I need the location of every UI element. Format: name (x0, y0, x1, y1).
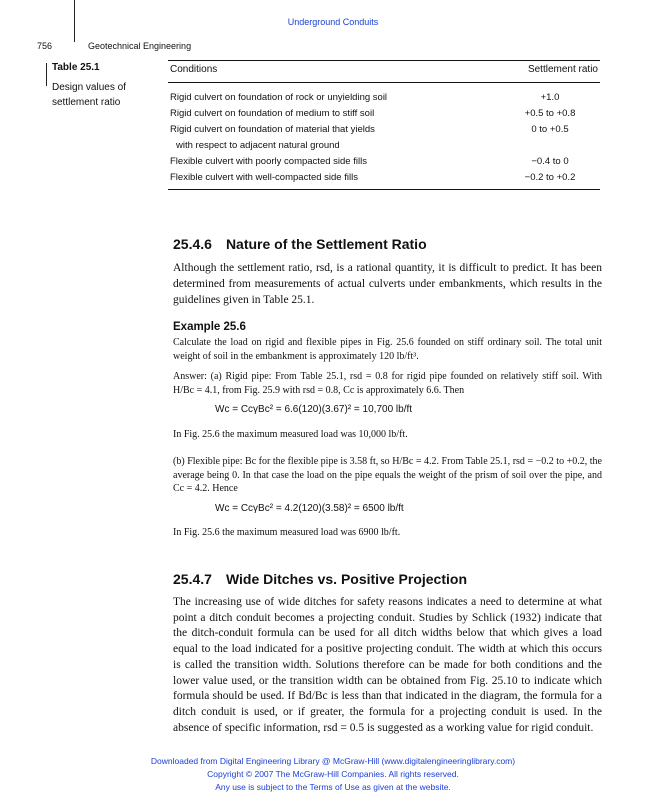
table-cell-condition: Rigid culvert on foundation of medium to stiff soil (170, 108, 375, 119)
page-number: 756 (37, 41, 53, 51)
table-cell-value: +0.5 to +0.8 (524, 108, 576, 119)
table-header-conditions: Conditions (170, 64, 218, 75)
example-title: Example 25.6 (173, 321, 246, 333)
section-heading-title: Nature of the Settlement Ratio (225, 236, 427, 252)
body-paragraph: Although the settlement ratio, rsd, is a rational quantity, it is difficult to predict. It has been determined from measurements of actual culverts under embankments, which results in the guidelines given in Table 25.1. (173, 262, 602, 306)
table-row (170, 140, 600, 156)
example-note-a: In Fig. 25.6 the maximum measured load was 10,000 lb/ft. (173, 429, 408, 440)
table-cell-condition: with respect to adjacent natural ground (176, 140, 340, 151)
table-label: Table 25.1 (52, 62, 100, 73)
section-title: Geotechnical Engineering (88, 41, 192, 51)
running-head: Underground Conduits (287, 17, 379, 27)
table-cell-value: −0.2 to +0.2 (524, 172, 576, 183)
table-cell-condition: Flexible culvert with well-compacted side fills (170, 172, 358, 183)
example-statement: Calculate the load on rigid and flexible pipes in Fig. 25.6 founded on stiff ordinary soil. The total unit weight of soil in the embankment is approximately 120 lb/ft³. (173, 337, 602, 362)
section-number: 25.4.6 (173, 236, 212, 252)
table-cell-value: 0 to +0.5 (531, 124, 569, 135)
table-cell-condition: Flexible culvert with poorly compacted side fills (170, 156, 367, 167)
table-top-rule (168, 60, 600, 61)
section-number: 25.4.7 (173, 571, 212, 587)
footer-download-link[interactable]: Downloaded from Digital Engineering Library @ McGraw-Hill (www.digitalengineeringlibrary.com) (150, 756, 516, 766)
table-side-rule (46, 63, 47, 86)
table-row (170, 172, 600, 188)
table-row (170, 156, 600, 172)
example-answer-a: Answer: (a) Rigid pipe: From Table 25.1, rsd = 0.8 for rigid pipe founded on relatively stiff soil. With H/Bc = 4.1, from Fig. 25.9 with rsd = 0.8, Cc is approximately 6.6. Then (173, 371, 602, 396)
table-caption: Design values of settlement ratio (52, 82, 126, 108)
example-answer-b: (b) Flexible pipe: Bc for the flexible pipe is 3.58 ft, so H/Bc = 4.2. From Table 25.1, rsd = −0.2 to +0.2, the average being 0. In that case the load on the pipe equals the weight of the prism of soil over the pipe, and Cc = 4.2. Hence (173, 456, 602, 494)
header-rule (74, 0, 75, 42)
table-cell-condition: Rigid culvert on foundation of material that yields (170, 124, 375, 135)
equation-b: Wc = CcγBc² = 4.2(120)(3.58)² = 6500 lb/ft (215, 503, 404, 514)
table-cell-value: +1.0 (540, 92, 560, 103)
table-bottom-rule (168, 189, 600, 190)
table-cell-condition: Rigid culvert on foundation of rock or unyielding soil (170, 92, 388, 103)
table-row (170, 108, 600, 124)
table-header-ratio: Settlement ratio (527, 64, 598, 75)
table-header-rule (168, 82, 600, 83)
section-heading (173, 236, 427, 252)
section-heading (173, 571, 467, 587)
footer-copyright: Copyright © 2007 The McGraw-Hill Companies. All rights reserved. (207, 769, 459, 779)
section-heading-title: Wide Ditches vs. Positive Projection (225, 571, 467, 587)
footer-terms[interactable]: Any use is subject to the Terms of Use as given at the website. (215, 782, 451, 792)
example-note-b: In Fig. 25.6 the maximum measured load was 6900 lb/ft. (173, 527, 401, 538)
body-paragraph: The increasing use of wide ditches for safety reasons indicates a need to determine at what point a ditch conduit becomes a projecting conduit. Studies by Schlick (1932) indicate that the ditch-conduit formula can be used for all ditch widths below that which gives a load equal to the load indicated for a positive projecting conduit. The width at which this occurs is called the transition width. Solutions therefore can be made for both conditions and the lower value used, or the transition width can be obtained from Fig. 25.10 to indicate which formula should be used. If Bd/Bc is less than that indicated in the diagram, the formula for a ditch conduit is used, or if greater, the formula for a projecting conduit is used. In the absence of specific information, rsd = 0.5 is suggested as a working value for rigid conduit. (173, 596, 602, 734)
table-row (170, 92, 600, 108)
table-cell-value: −0.4 to 0 (531, 156, 569, 167)
table-row (170, 124, 600, 140)
equation-a: Wc = CcγBc² = 6.6(120)(3.67)² = 10,700 lb/ft (215, 404, 413, 415)
